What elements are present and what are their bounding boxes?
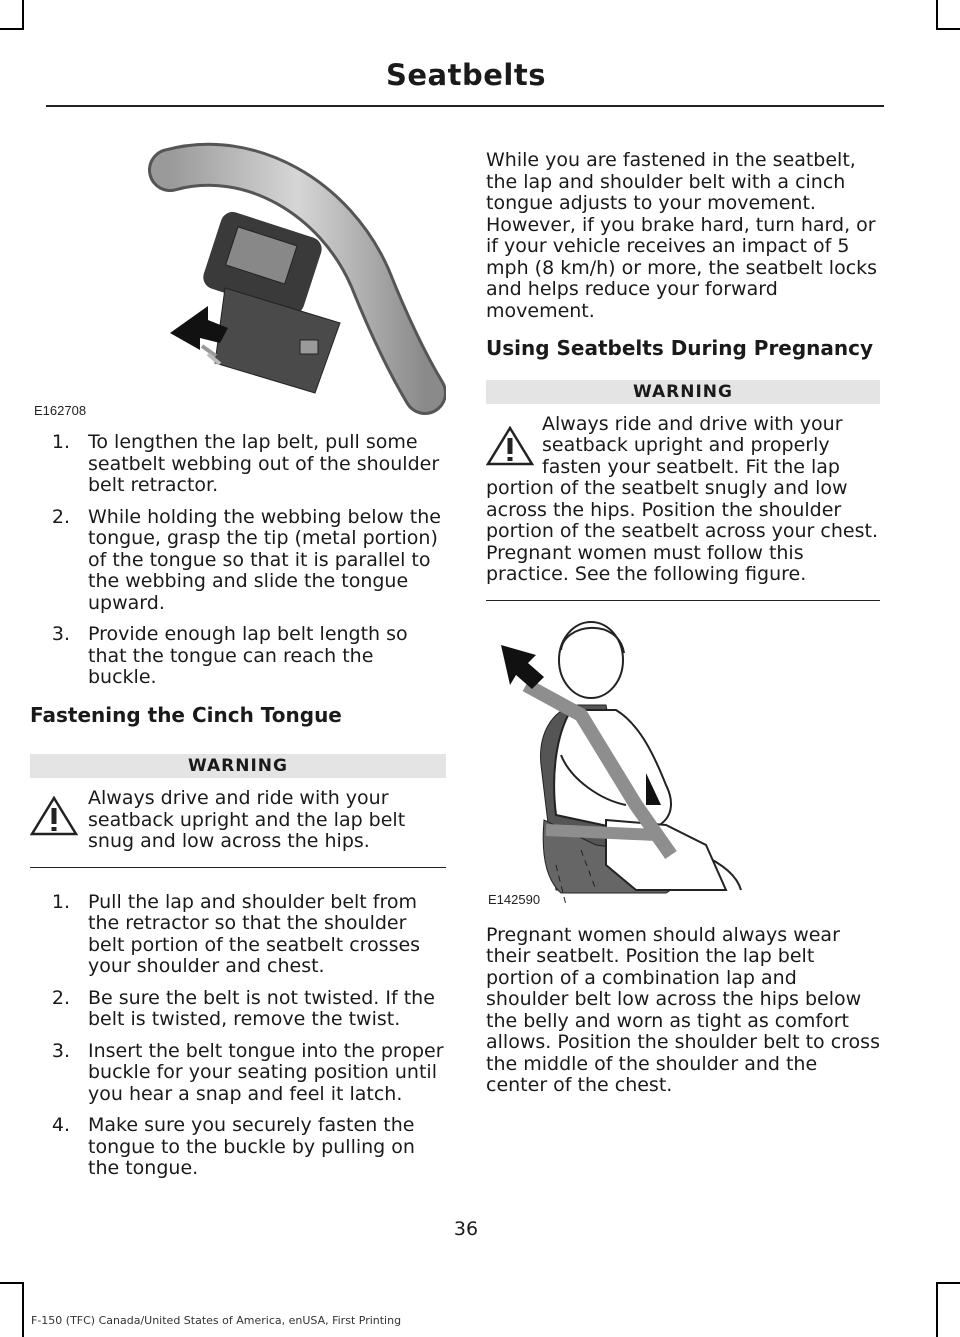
- divider: [486, 600, 880, 601]
- header-rule: [46, 105, 884, 107]
- page-number: 36: [453, 1218, 479, 1240]
- lengthen-steps: [30, 432, 446, 689]
- left-column: [30, 128, 446, 1190]
- belt-tongue-figure: [30, 128, 446, 416]
- list-item: 3. Provide enough lap belt length so that the tongue can reach the buckle.: [51, 623, 408, 688]
- list-item: 2. Be sure the belt is not twisted. If the belt is twisted, remove the twist.: [51, 986, 435, 1030]
- pregnancy-figure: [486, 615, 880, 905]
- fastening-steps: [30, 892, 446, 1180]
- warning-label: WARNING: [30, 754, 446, 778]
- warning-box: [30, 754, 446, 868]
- list-item: 2. While holding the webbing below the tongue, grasp the tip (metal portion) of the tongue so that it is parallel to the webbing and slide the tongue upward.: [51, 505, 441, 614]
- warning-text: Always ride and drive with your seatback upright and properly fasten your seatbelt. Fit the lap portion of the seatbelt snugly and low across the hips. Position the shoulder portion of the seatbelt across your chest. Pregnant women must follow this practice. See the following figure.: [486, 412, 878, 585]
- section-heading: Fastening the Cinch Tongue: [30, 702, 342, 727]
- crop-mark: [938, 28, 960, 30]
- crop-mark: [938, 1282, 960, 1284]
- list-item: 1. Pull the lap and shoulder belt from the retractor so that the shoulder belt portion of the seatbelt crosses your shoulder and chest.: [51, 890, 421, 977]
- edition-footer: F-150 (TFC) Canada/United States of America, enUSA, First Printing: [31, 1314, 402, 1327]
- closing-paragraph: Pregnant women should always wear their seatbelt. Position the lap belt portion of a combination lap and shoulder belt low across the hips below the belly and worn as tight as comfort allows. Position the shoulder belt to cross the middle of the shoulder and the center of the chest.: [486, 923, 880, 1096]
- divider: [30, 867, 446, 868]
- crop-mark: [22, 1282, 24, 1337]
- page-title: Seatbelts: [386, 58, 546, 92]
- right-column: [486, 150, 880, 1097]
- figure-code: E162708: [34, 403, 87, 418]
- list-item: 3. Insert the belt tongue into the proper buckle for your seating position until you hear a snap and feel it latch.: [51, 1039, 444, 1105]
- crop-mark: [22, 0, 24, 30]
- warning-triangle-icon: [30, 796, 78, 836]
- list-item: 4. Make sure you securely fasten the tongue to the buckle by pulling on the tongue.: [51, 1114, 415, 1179]
- warning-label: WARNING: [486, 380, 880, 404]
- crop-mark: [936, 1282, 938, 1337]
- crop-mark: [936, 0, 938, 30]
- crop-mark: [0, 28, 22, 30]
- crop-mark: [0, 1282, 22, 1284]
- figure-code: E142590: [488, 891, 541, 907]
- intro-paragraph: While you are fastened in the seatbelt, the lap and shoulder belt with a cinch tongue adjusts to your movement. However, if you brake hard, turn hard, or if your vehicle receives an impact of 5 mph (8 km/h) or more, the seatbelt locks and helps reduce your forward movement.: [486, 149, 878, 322]
- list-item: 1. To lengthen the lap belt, pull some seatbelt webbing out of the shoulder belt retractor.: [51, 431, 440, 496]
- pregnant-seatbelt-illustration: [486, 615, 880, 905]
- warning-triangle-icon: [486, 426, 534, 466]
- warning-box: [486, 380, 880, 601]
- belt-tongue-illustration: [30, 128, 446, 416]
- section-heading: Using Seatbelts During Pregnancy: [486, 336, 874, 360]
- warning-text: Always drive and ride with your seatback upright and the lap belt snug and low across the hips.: [88, 787, 406, 852]
